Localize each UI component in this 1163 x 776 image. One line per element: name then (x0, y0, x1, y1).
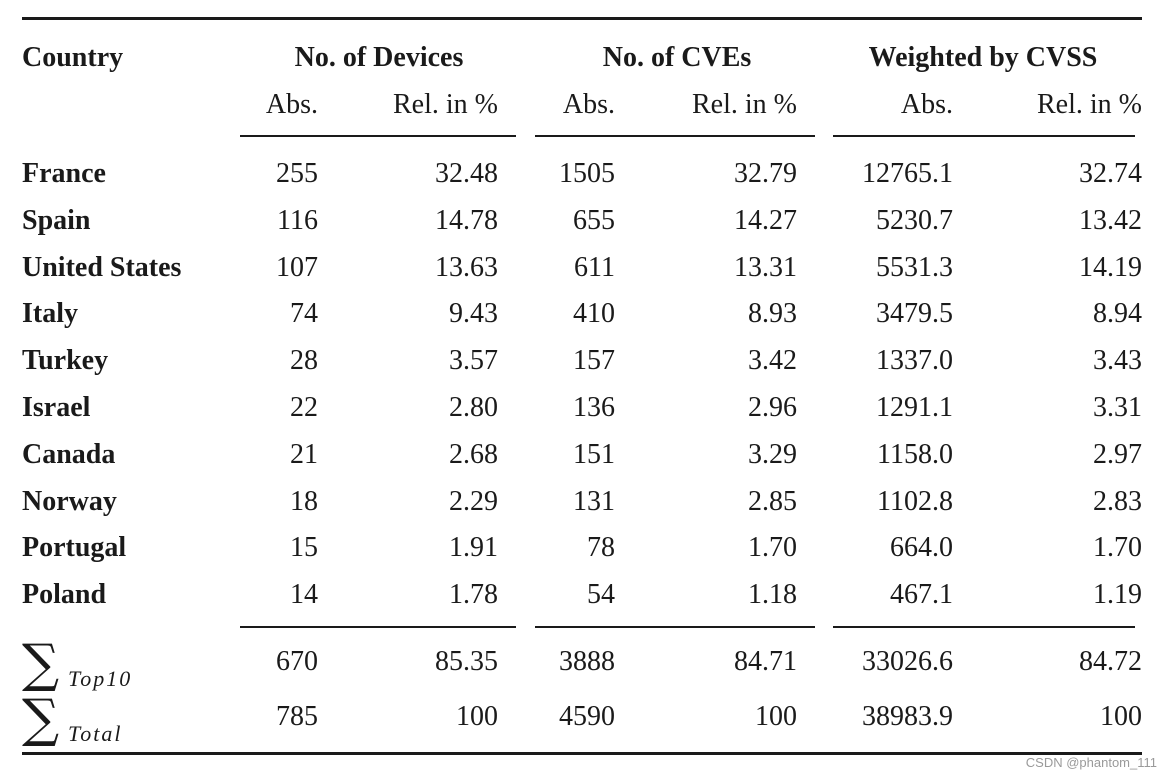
table-cell: 28 (290, 345, 318, 376)
table-cell: 1.70 (1093, 532, 1142, 563)
header-midrule (535, 135, 815, 137)
summary-cell: 785 (276, 701, 318, 732)
table-cell: 2.80 (449, 392, 498, 423)
table-cell: 116 (277, 205, 318, 236)
header-midrule (240, 135, 516, 137)
watermark: CSDN @phantom_111 (1025, 755, 1157, 770)
table-cell: 8.94 (1093, 298, 1142, 329)
header-sub: Rel. in % (692, 89, 797, 120)
table-cell: 2.96 (748, 392, 797, 423)
summary-midrule (535, 626, 815, 628)
table-cell: 3.57 (449, 345, 498, 376)
table-cell: 2.29 (449, 486, 498, 517)
header-midrule (833, 135, 1135, 137)
summary-cell: 100 (1100, 701, 1142, 732)
table-cell: 1.70 (748, 532, 797, 563)
table-cell: 13.63 (435, 252, 498, 283)
table-cell: 157 (573, 345, 615, 376)
table-cell: 32.48 (435, 158, 498, 189)
row-country: Italy (22, 298, 78, 329)
table-cell: 2.83 (1093, 486, 1142, 517)
table-cell: 1291.1 (876, 392, 953, 423)
table-cell: 151 (573, 439, 615, 470)
summary-cell: 100 (456, 701, 498, 732)
table-cell: 14 (290, 579, 318, 610)
summary-cell: 33026.6 (862, 646, 953, 677)
summary-cell: 3888 (559, 646, 615, 677)
sum-symbol: ∑ (22, 689, 60, 749)
table-cell: 13.31 (734, 252, 797, 283)
table-cell: 32.79 (734, 158, 797, 189)
summary-cell: 38983.9 (862, 701, 953, 732)
table-cell: 467.1 (890, 579, 953, 610)
table-cell: 3479.5 (876, 298, 953, 329)
summary-cell: 84.71 (734, 646, 797, 677)
table-cell: 2.97 (1093, 439, 1142, 470)
table-cell: 21 (290, 439, 318, 470)
sum-symbol: ∑ (22, 634, 60, 694)
header-group: No. of Devices (294, 42, 464, 73)
table-cell: 1.78 (449, 579, 498, 610)
bottom-rule (22, 752, 1142, 755)
top-rule (22, 17, 1142, 20)
table-cell: 54 (587, 579, 615, 610)
summary-label (22, 689, 222, 749)
table-cell: 1.91 (449, 532, 498, 563)
table-cell: 22 (290, 392, 318, 423)
header-country: Country (22, 42, 124, 73)
table-cell: 5531.3 (876, 252, 953, 283)
summary-cell: 100 (755, 701, 797, 732)
table-cell: 107 (276, 252, 318, 283)
summary-cell: 84.72 (1079, 646, 1142, 677)
row-country: Turkey (22, 345, 109, 376)
table-cell: 74 (290, 298, 318, 329)
table-cell: 78 (587, 532, 615, 563)
table-cell: 12765.1 (862, 158, 953, 189)
row-country: Spain (22, 205, 91, 236)
table-cell: 14.78 (435, 205, 498, 236)
table-cell: 2.68 (449, 439, 498, 470)
table-cell: 1.19 (1093, 579, 1142, 610)
table-cell: 9.43 (449, 298, 498, 329)
table-cell: 131 (573, 486, 615, 517)
table-cell: 1505 (559, 158, 615, 189)
row-country: Canada (22, 439, 116, 470)
table-cell: 14.19 (1079, 252, 1142, 283)
summary-cell: 670 (276, 646, 318, 677)
table-cell: 3.42 (748, 345, 797, 376)
table-cell: 2.85 (748, 486, 797, 517)
header-sub: Rel. in % (393, 89, 498, 120)
table-cell: 255 (276, 158, 318, 189)
table-cell: 611 (574, 252, 615, 283)
summary-cell: 85.35 (435, 646, 498, 677)
table-cell: 15 (290, 532, 318, 563)
table-cell: 1158.0 (877, 439, 953, 470)
table-cell: 1337.0 (876, 345, 953, 376)
header-sub: Rel. in % (1037, 89, 1142, 120)
row-country: Israel (22, 392, 91, 423)
header-group: No. of CVEs (602, 42, 752, 73)
row-country: Poland (22, 579, 107, 610)
header-sub: Abs. (265, 89, 318, 120)
table-cell: 3.31 (1093, 392, 1142, 423)
sum-subscript: Top10 (68, 666, 133, 691)
table-cell: 13.42 (1079, 205, 1142, 236)
table-cell: 5230.7 (876, 205, 953, 236)
header-group: Weighted by CVSS (868, 42, 1098, 73)
table-cell: 32.74 (1079, 158, 1142, 189)
table-cell: 3.29 (748, 439, 797, 470)
row-country: Portugal (22, 532, 127, 563)
summary-midrule (240, 626, 516, 628)
table-cell: 8.93 (748, 298, 797, 329)
table-cell: 14.27 (734, 205, 797, 236)
sum-subscript: Total (68, 721, 123, 746)
header-sub: Abs. (562, 89, 615, 120)
table-cell: 410 (573, 298, 615, 329)
row-country: United States (22, 252, 182, 283)
row-country: Norway (22, 486, 117, 517)
table-cell: 136 (573, 392, 615, 423)
table-cell: 3.43 (1093, 345, 1142, 376)
table-cell: 655 (573, 205, 615, 236)
summary-midrule (833, 626, 1135, 628)
table-cell: 1.18 (748, 579, 797, 610)
summary-cell: 4590 (559, 701, 615, 732)
table-cell: 1102.8 (877, 486, 953, 517)
table-cell: 18 (290, 486, 318, 517)
summary-label (22, 634, 222, 694)
table-cell: 664.0 (890, 532, 953, 563)
row-country: France (22, 158, 106, 189)
header-sub: Abs. (900, 89, 953, 120)
